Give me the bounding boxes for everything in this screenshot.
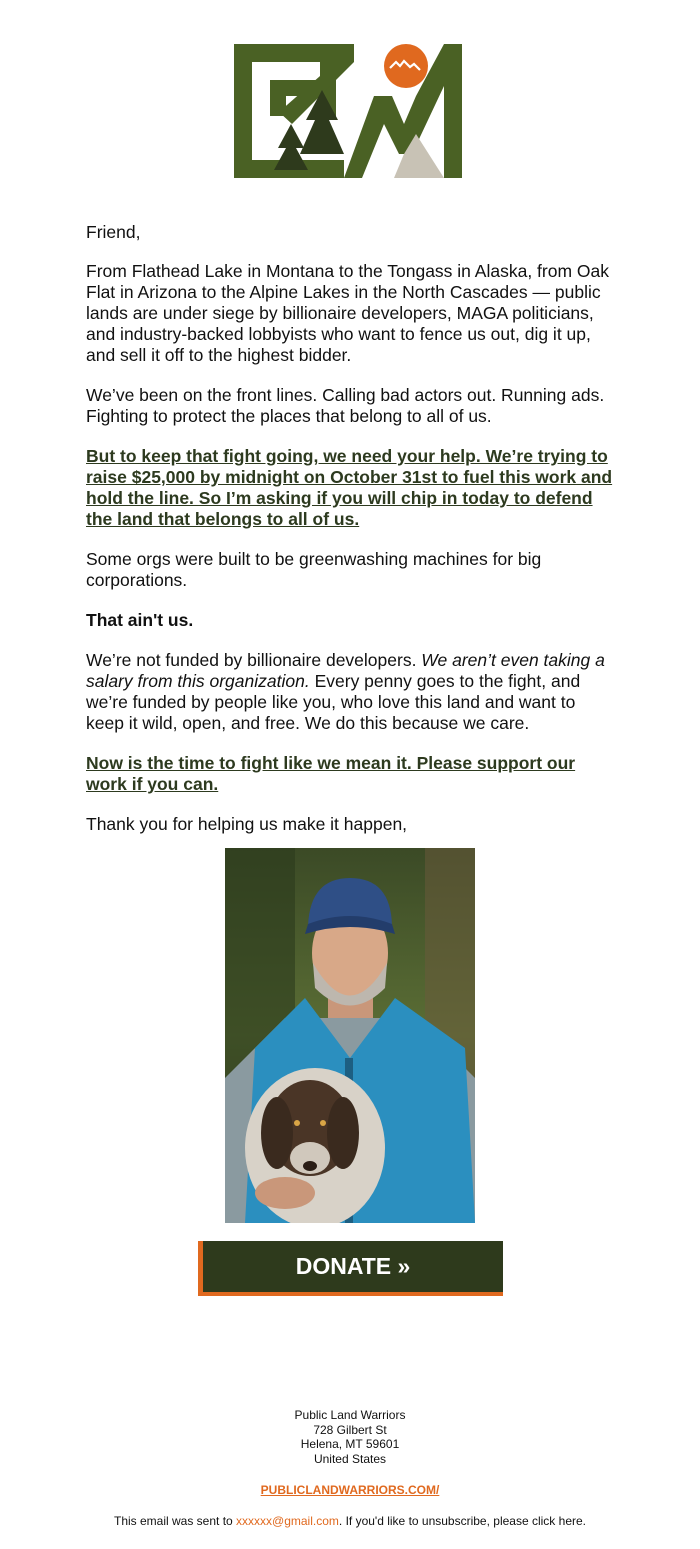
sent-notice: [0, 1514, 700, 1529]
recipient-email-link[interactable]: xxxxxx@gmail.com: [236, 1513, 339, 1528]
plw-logo-icon[interactable]: [234, 44, 464, 178]
footer: [0, 1408, 700, 1528]
footer-city: Helena, MT 59601: [300, 1437, 400, 1451]
paragraph-1: From Flathead Lake in Montana to the Tongass in Alaska, from Oak Flat in Arizona to the Alpine Lakes in the North Cascades — public lands are under siege by billionaire developers, MAGA politicians, and industry-backed lobbyists who want to fence us out, dig it up, and sell it off to the highest bidder.: [86, 261, 610, 365]
paragraph-5: That ain't us.: [86, 610, 194, 630]
donate-button[interactable]: DONATE »: [198, 1241, 503, 1296]
support-link[interactable]: Now is the time to fight like we mean it. Please support our work if you can.: [86, 753, 576, 794]
footer-country: United States: [313, 1451, 387, 1466]
paragraph-4: Some orgs were built to be greenwashing machines for big corporations.: [86, 549, 542, 590]
donate-appeal-link[interactable]: But to keep that fight going, we need your help. We’re trying to raise $25,000 by midnight on October 31st to fuel this work and hold the line. So I’m asking if you will chip in today to defend the land that belongs to all of us.: [86, 446, 613, 529]
paragraph-6: [86, 650, 616, 734]
paragraph-2: We’ve been on the front lines. Calling bad actors out. Running ads. Fighting to protect the places that belong to all of us.: [86, 385, 605, 426]
man-with-dog-photo: [225, 848, 475, 1223]
greeting: Friend,: [86, 222, 141, 242]
unsubscribe-text[interactable]: . If you'd like to unsubscribe, please click here.: [338, 1513, 586, 1528]
footer-street: 728 Gilbert St: [313, 1422, 387, 1437]
p6-start: We’re not funded by billionaire developers.: [86, 650, 422, 670]
email-content: [86, 222, 616, 854]
p6-end: Every penny goes to the fight, and we’re funded by people like you, who love this land and want to keep it wild, open, and free. We do this because we care.: [86, 671, 581, 733]
paragraph-8: Thank you for helping us make it happen,: [86, 814, 408, 834]
footer-address: [0, 1408, 700, 1466]
sent-prefix: This email was sent to: [113, 1513, 237, 1528]
p6-italic: We aren’t even taking a salary from this organization.: [86, 650, 605, 691]
website-link[interactable]: PUBLICLANDWARRIORS.COM/: [260, 1483, 440, 1497]
footer-org: Public Land Warriors: [294, 1408, 406, 1422]
